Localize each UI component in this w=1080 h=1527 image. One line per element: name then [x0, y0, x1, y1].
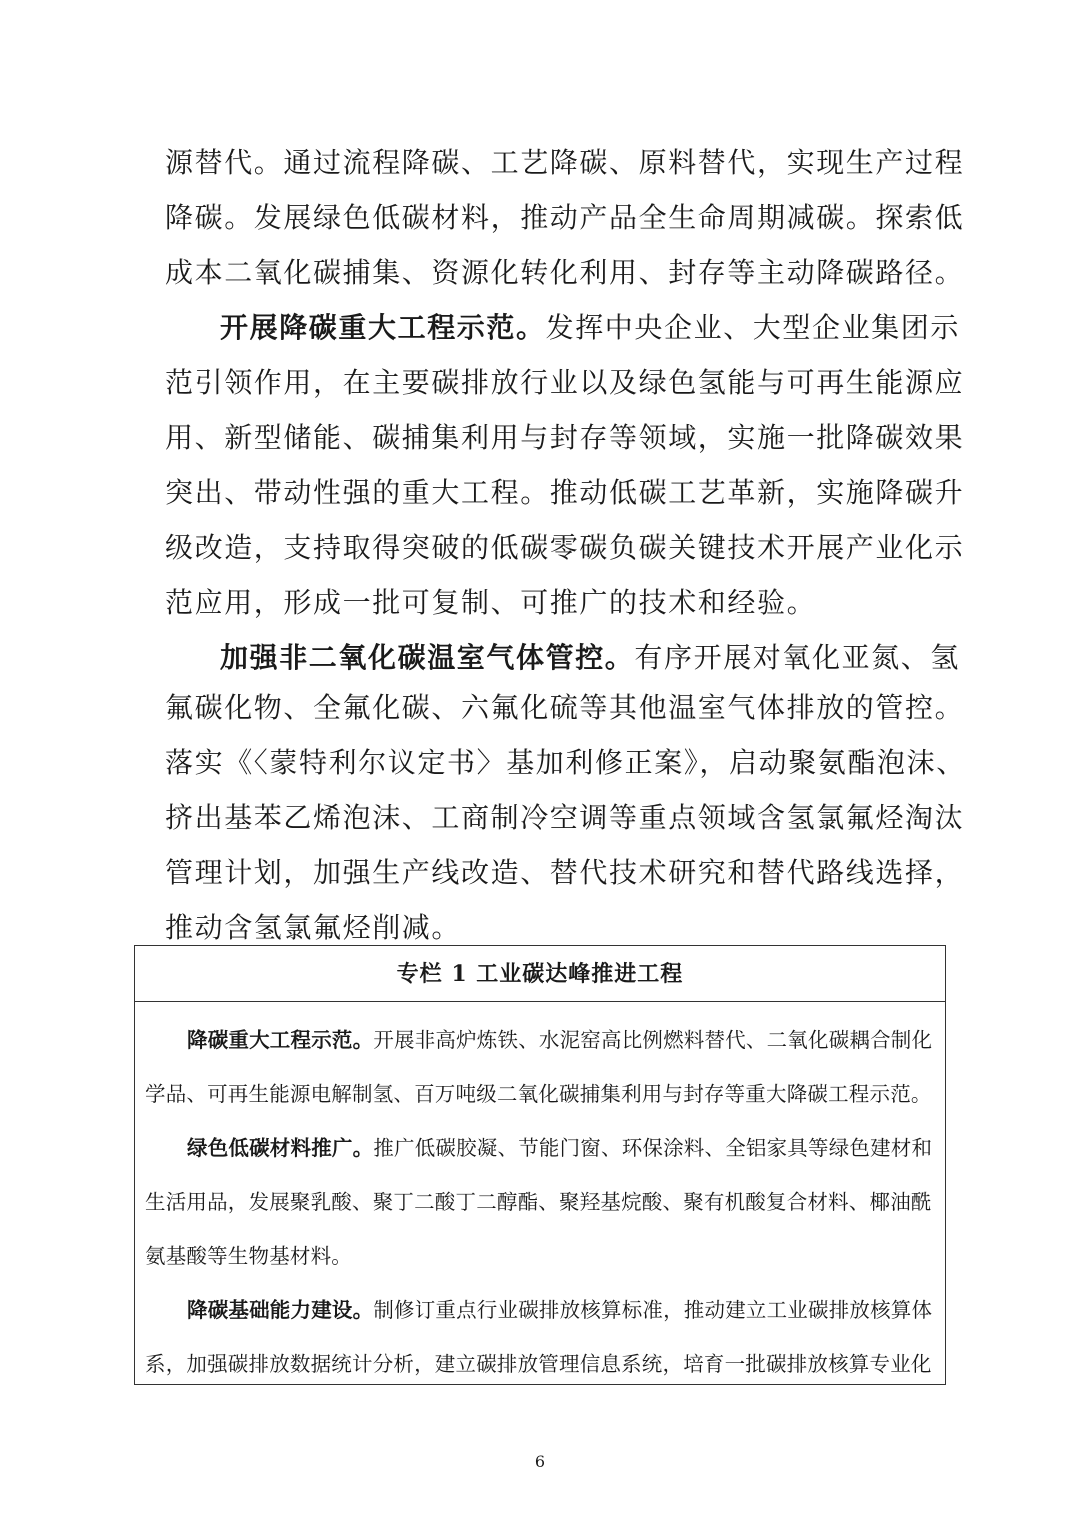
- paragraph3-first-line: [220, 640, 961, 676]
- paragraph2-line: 用、新型储能、碳捕集利用与封存等领域，实施一批降碳效果: [165, 421, 965, 454]
- box-item2-first-line: [187, 1134, 940, 1162]
- box-item3-heading: 降碳基础能力建设。: [187, 1298, 374, 1322]
- paragraph3-line: 推动含氢氯氟烃削减。: [165, 911, 462, 944]
- paragraph3-line: 落实《〈蒙特利尔议定书〉基加利修正案》，启动聚氨酯泡沫、: [165, 746, 966, 779]
- paragraph3-line: 挤出基苯乙烯泡沫、工商制冷空调等重点领域含氢氯氟烃淘汰: [165, 801, 965, 834]
- page-number: 6: [534, 1452, 546, 1471]
- box-item3-line: 系，加强碳排放数据统计分析，建立碳排放管理信息系统，培育一批碳排放核算专业化: [145, 1352, 932, 1376]
- paragraph1-line: 成本二氧化碳捕集、资源化转化利用、封存等主动降碳路径。: [165, 256, 965, 289]
- paragraph3-line: 氟碳化物、全氟化碳、六氟化硫等其他温室气体排放的管控。: [165, 691, 965, 724]
- box-item2-first-line-text: 推广低碳胶凝、节能门窗、环保涂料、全铝家具等绿色建材和: [373, 1136, 933, 1160]
- paragraph1-line: 源替代。通过流程降碳、工艺降碳、原料替代，实现生产过程: [165, 146, 965, 179]
- paragraph3-line: 管理计划，加强生产线改造、替代技术研究和替代路线选择，: [165, 856, 965, 889]
- column-box-title: 专栏 1 工业碳达峰推进工程: [135, 946, 945, 1002]
- box-item1-first-line-text: 开展非高炉炼铁、水泥窑高比例燃料替代、二氧化碳耦合制化: [373, 1028, 933, 1052]
- box-item1-heading: 降碳重大工程示范。: [187, 1028, 374, 1052]
- paragraph2-heading: 开展降碳重大工程示范。: [220, 311, 546, 344]
- paragraph2-line: 突出、带动性强的重大工程。推动低碳工艺革新，实施降碳升: [165, 476, 965, 509]
- paragraph2-line: 范引领作用，在主要碳排放行业以及绿色氢能与可再生能源应: [165, 366, 965, 399]
- box-item3-first-line-text: 制修订重点行业碳排放核算标准，推动建立工业碳排放核算体: [373, 1298, 933, 1322]
- paragraph1-line: 降碳。发展绿色低碳材料，推动产品全生命周期减碳。探索低: [165, 201, 965, 234]
- box-item1-line: 学品、可再生能源电解制氢、百万吨级二氧化碳捕集利用与封存等重大降碳工程示范。: [145, 1082, 932, 1106]
- box-item2-heading: 绿色低碳材料推广。: [187, 1136, 374, 1160]
- paragraph2-line: 范应用，形成一批可复制、可推广的技术和经验。: [165, 586, 817, 619]
- paragraph2-first-line: [220, 310, 961, 346]
- box-item2-line: 生活用品，发展聚乳酸、聚丁二酸丁二醇酯、聚羟基烷酸、聚有机酸复合材料、椰油酰: [145, 1190, 932, 1214]
- box-item3-first-line: [187, 1296, 940, 1324]
- box-item1-first-line: [187, 1026, 940, 1054]
- box-item2-line: 氨基酸等生物基材料。: [145, 1244, 352, 1268]
- paragraph3-heading: 加强非二氧化碳温室气体管控。: [220, 641, 635, 674]
- paragraph2-first-line-text: 发挥中央企业、大型企业集团示: [545, 311, 961, 344]
- paragraph3-first-line-text: 有序开展对氧化亚氮、氢: [634, 641, 961, 674]
- paragraph2-line: 级改造，支持取得突破的低碳零碳负碳关键技术开展产业化示: [165, 531, 965, 564]
- column-box: [134, 945, 946, 1385]
